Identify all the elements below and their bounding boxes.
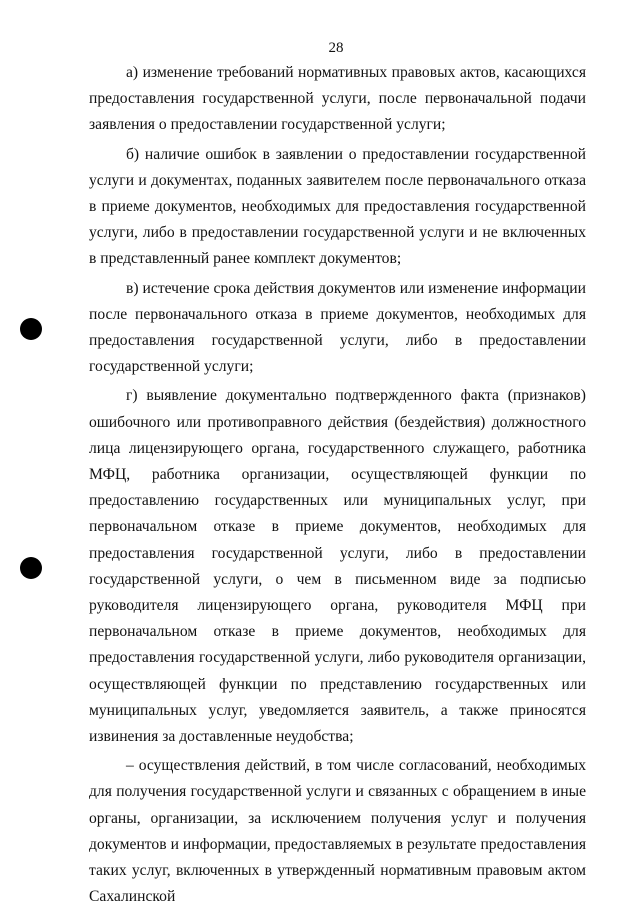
document-body bbox=[89, 60, 586, 911]
paragraph-item-g: г) выявление документально подтвержденного факта (признаков) ошибочного или противоправного действия (бездействия) должностного лица лицензирующего органа, государственного служащего, работника МФЦ, работника организации, осуществляющей функции по предоставлению государственных или муниципальных услуг, при первоначальном отказе в приеме документов, необходимых для предоставления государственной услуги, либо в предоставлении государственной услуги, о чем в письменном виде за подписью руководителя лицензирующего органа, руководителя МФЦ при первоначальном отказе в приеме документов, необходимых для предоставления государственной услуги, либо руководителя организации, осуществляющей функции по представлению государственных или муниципальных услуг, уведомляется заявитель, а также приносятся извинения за доставленные неудобства; bbox=[89, 387, 586, 746]
paragraph-item-v: в) истечение срока действия документов или изменение информации после первоначального отказа в приеме документов, необходимых для предоставления государственной услуги, либо в предоставлении государственной услуги; bbox=[89, 279, 586, 376]
punch-hole bbox=[20, 318, 42, 340]
punch-hole bbox=[20, 557, 42, 579]
paragraph-dash-item: – осуществления действий, в том числе согласований, необходимых для получения государственной услуги и связанных с обращением в иные органы, организации, за исключением получения услуг и получения документов и информации, предоставляемых в результате предоставления таких услуг, включенных в утвержденный нормативным правовым актом Сахалинской bbox=[89, 757, 586, 906]
paragraph-item-b: б) наличие ошибок в заявлении о предоставлении государственной услуги и документах, поданных заявителем после первоначального отказа в приеме документов, необходимых для предоставления государственной услуги, либо в предоставлении государственной услуги и не включенных в представленный ранее комплект документов; bbox=[89, 145, 586, 268]
page-number: 28 bbox=[328, 40, 344, 56]
paragraph-item-a: а) изменение требований нормативных правовых актов, касающихся предоставления государственной услуги, после первоначальной подачи заявления о предоставлении государственной услуги; bbox=[89, 64, 586, 134]
